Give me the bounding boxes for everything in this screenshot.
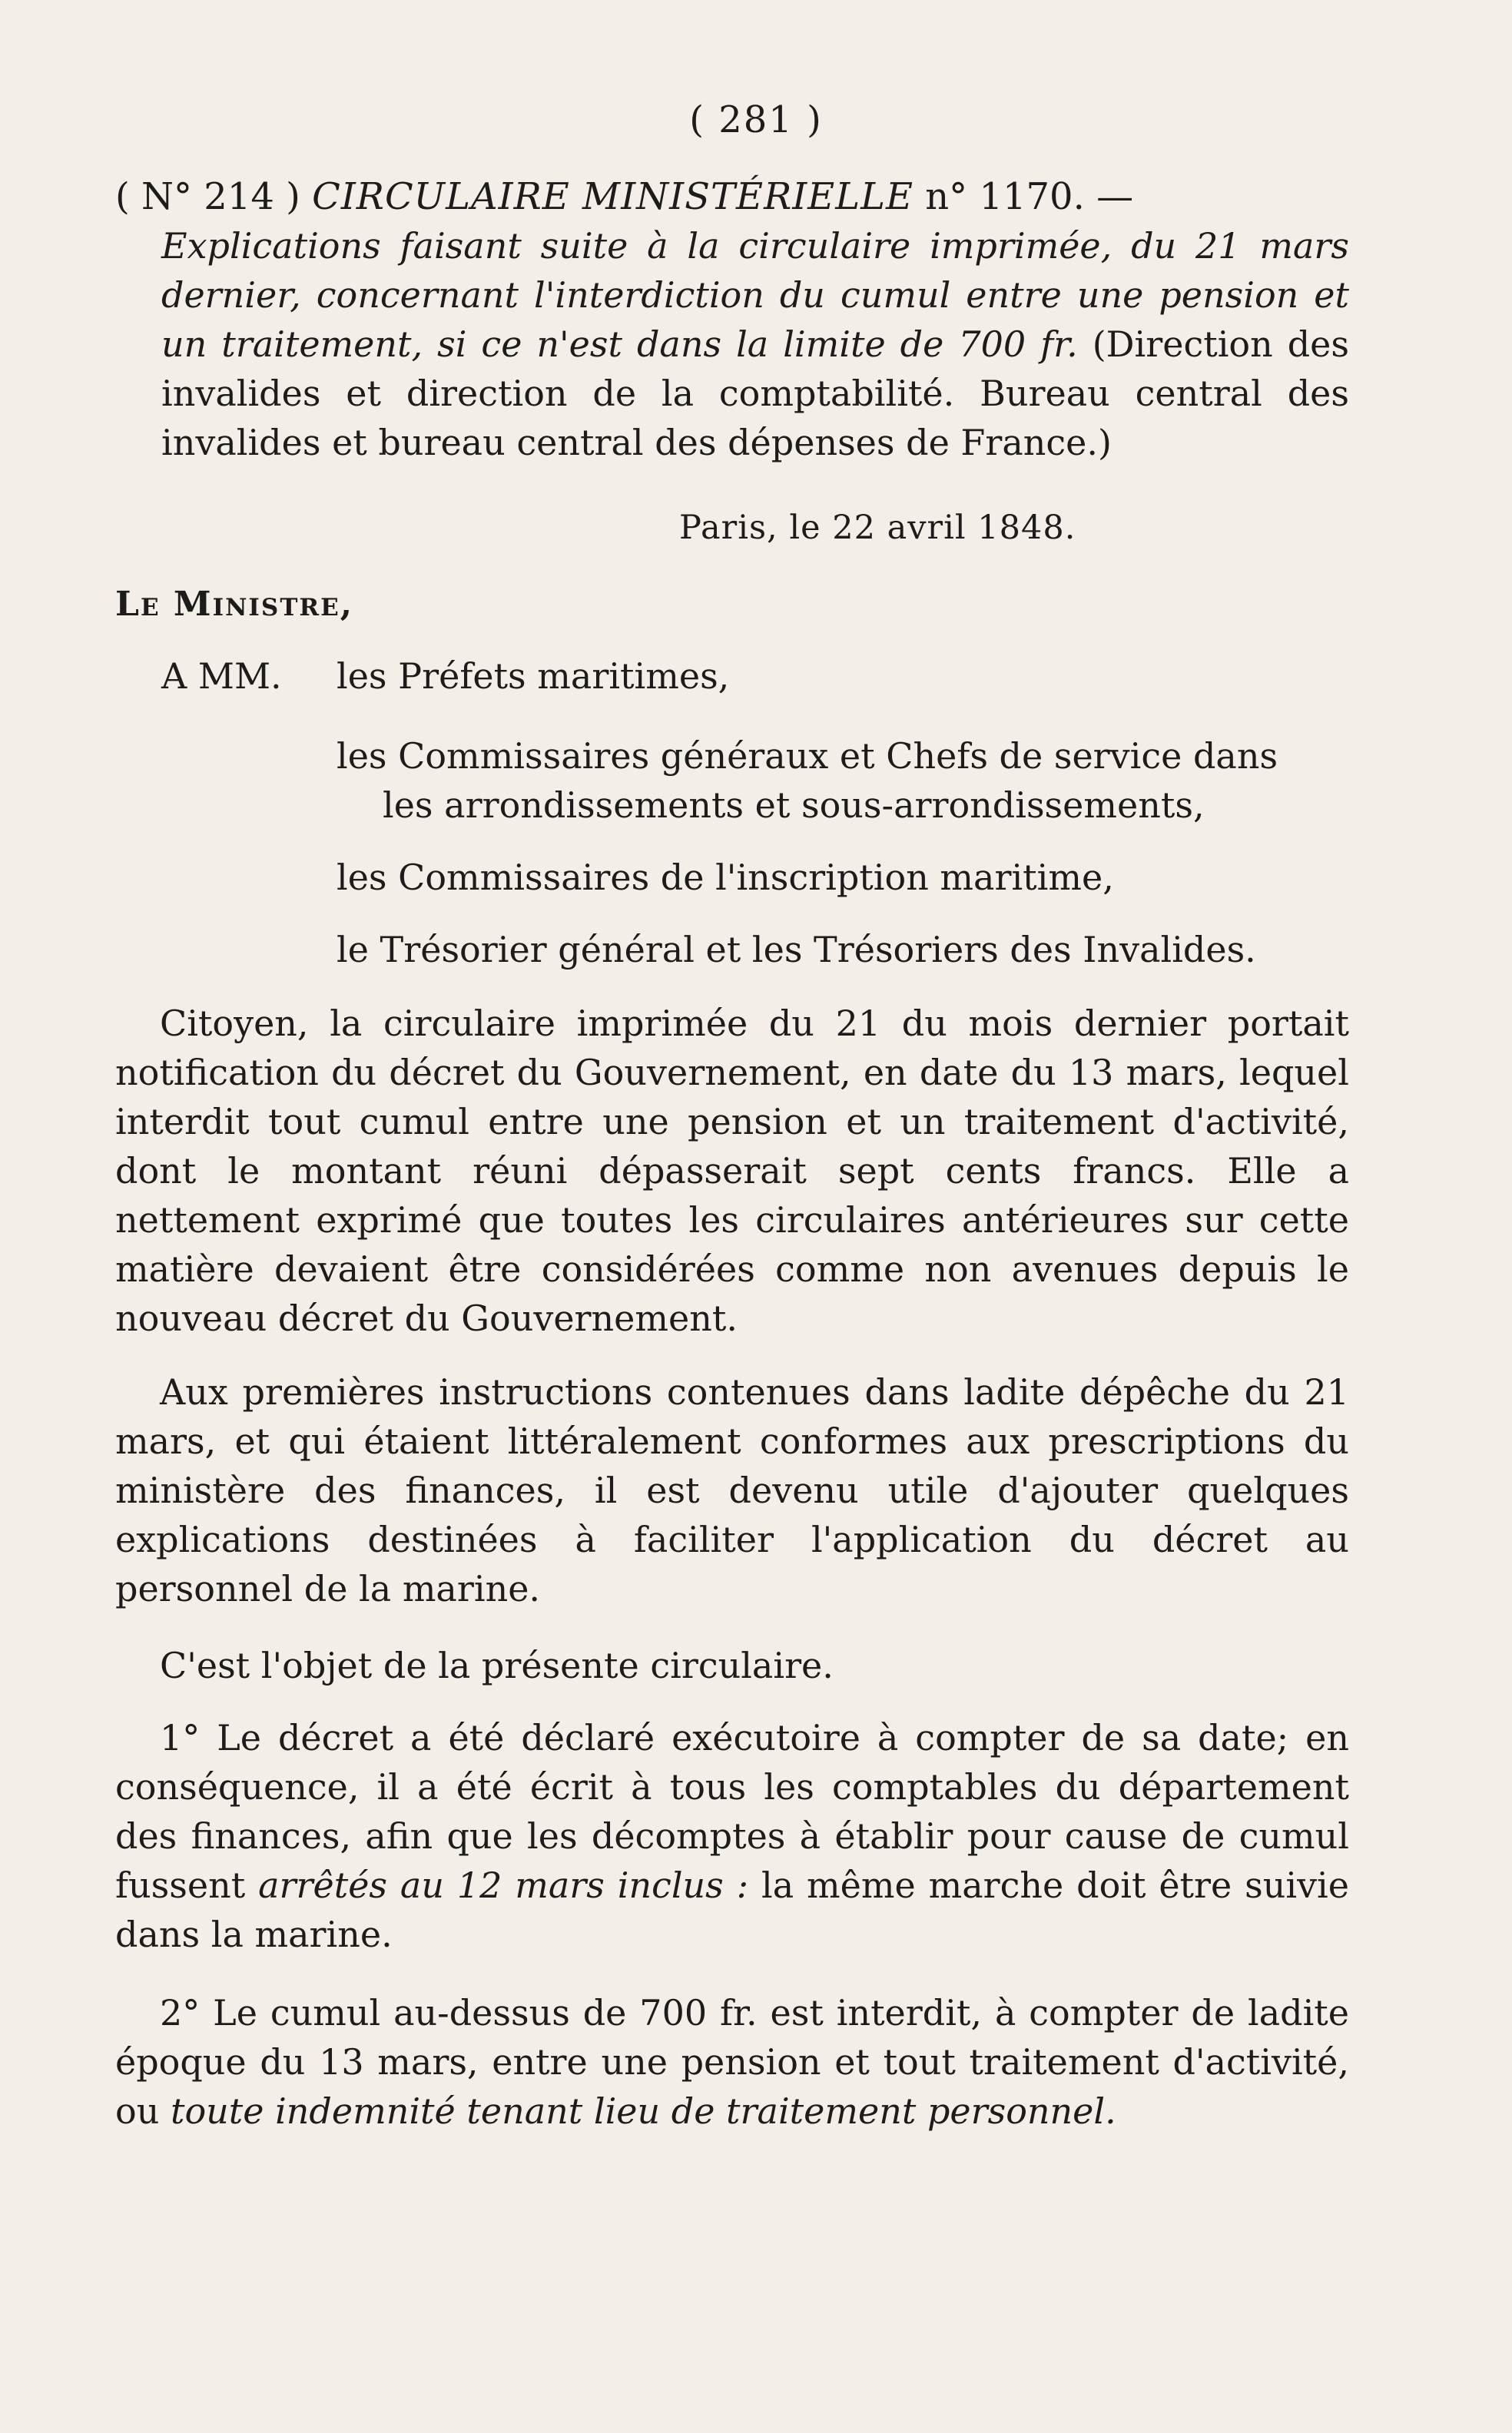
subject-roman: (Direction des invalides et direction de la comptabilité. Bureau central des invalides et bureau central des dépenses de France.) bbox=[161, 323, 1350, 463]
paragraph bbox=[115, 1713, 1349, 1959]
addressee-item: les Commissaires généraux et Chefs de service dans bbox=[337, 735, 1278, 777]
paragraph-text bbox=[115, 1713, 1349, 1959]
paragraph-text-italic: arrêtés au 12 mars inclus : bbox=[258, 1865, 749, 1906]
circular-header bbox=[115, 172, 1349, 221]
circular-title: CIRCULAIRE MINISTÉRIELLE bbox=[312, 175, 914, 218]
paragraph bbox=[115, 1641, 1349, 1690]
addressee-item-continuation: les arrondissements et sous-arrondissements, bbox=[383, 784, 1205, 826]
circular-number: ( N° 214 ) bbox=[115, 175, 300, 218]
paragraph-text: Citoyen, la circulaire imprimée du 21 du mois dernier portait notification du décret du Gouvernement, en date du 13 mars, lequel interdit tout cumul entre une pension et un traitement d'activité, dont le montant réuni dépasserait sept cents francs. Elle a nettement exprimé que toutes les circulaires antérieures sur cette matière devaient être considérées comme non avenues depuis le nouveau décret du Gouvernement. bbox=[115, 1003, 1349, 1339]
dateline: Paris, le 22 avril 1848. bbox=[679, 509, 1076, 547]
paragraph-text bbox=[115, 1988, 1349, 2136]
paragraph-text: C'est l'objet de la présente circulaire. bbox=[160, 1645, 834, 1686]
paragraph bbox=[115, 999, 1349, 1343]
addressee-prefix: A MM. bbox=[161, 655, 282, 697]
addressee-item: les Préfets maritimes, bbox=[337, 655, 730, 697]
paragraph-text: Aux premières instructions contenues dans ladite dépêche du 21 mars, et qui étaient littéralement conformes aux prescriptions du ministère des finances, il est devenu utile d'ajouter quelques explications destinées à faciliter l'application du décret au personnel de la marine. bbox=[115, 1371, 1349, 1609]
subject-italic: Explications faisant suite à la circulaire imprimée, du 21 mars dernier, concernant l'interdiction du cumul entre une pension et un traitement, si ce n'est dans la limite de 700 fr. bbox=[161, 225, 1349, 365]
paragraph-text-roman: 2° Le cumul au-dessus de 700 fr. est interdit, à compter de ladite époque du 13 mars, entre une pension et tout traitement d'activité, ou bbox=[115, 1992, 1349, 2132]
addressee-item: les Commissaires de l'inscription maritime, bbox=[337, 857, 1114, 898]
paragraph-text-roman: 1° Le décret a été déclaré exécutoire à compter de sa date; en conséquence, il a été écrit à tous les comptables du département des finances, afin que les décomptes à établir pour cause de cumul fussent bbox=[115, 1717, 1349, 1906]
paragraph-text-italic: toute indemnité tenant lieu de traitement personnel. bbox=[170, 2090, 1116, 2132]
page-number: ( 281 ) bbox=[689, 98, 823, 141]
addressee-item: le Trésorier général et les Trésoriers des Invalides. bbox=[337, 929, 1256, 970]
sender: Le Ministre, bbox=[115, 585, 354, 624]
circular-subject bbox=[161, 221, 1349, 467]
circular-ref: n° 1170. — bbox=[925, 175, 1134, 218]
paragraph bbox=[115, 1367, 1349, 1613]
paragraph bbox=[115, 1988, 1349, 2136]
paragraph-text-roman: la même marche doit être suivie dans la marine. bbox=[115, 1865, 1349, 1955]
